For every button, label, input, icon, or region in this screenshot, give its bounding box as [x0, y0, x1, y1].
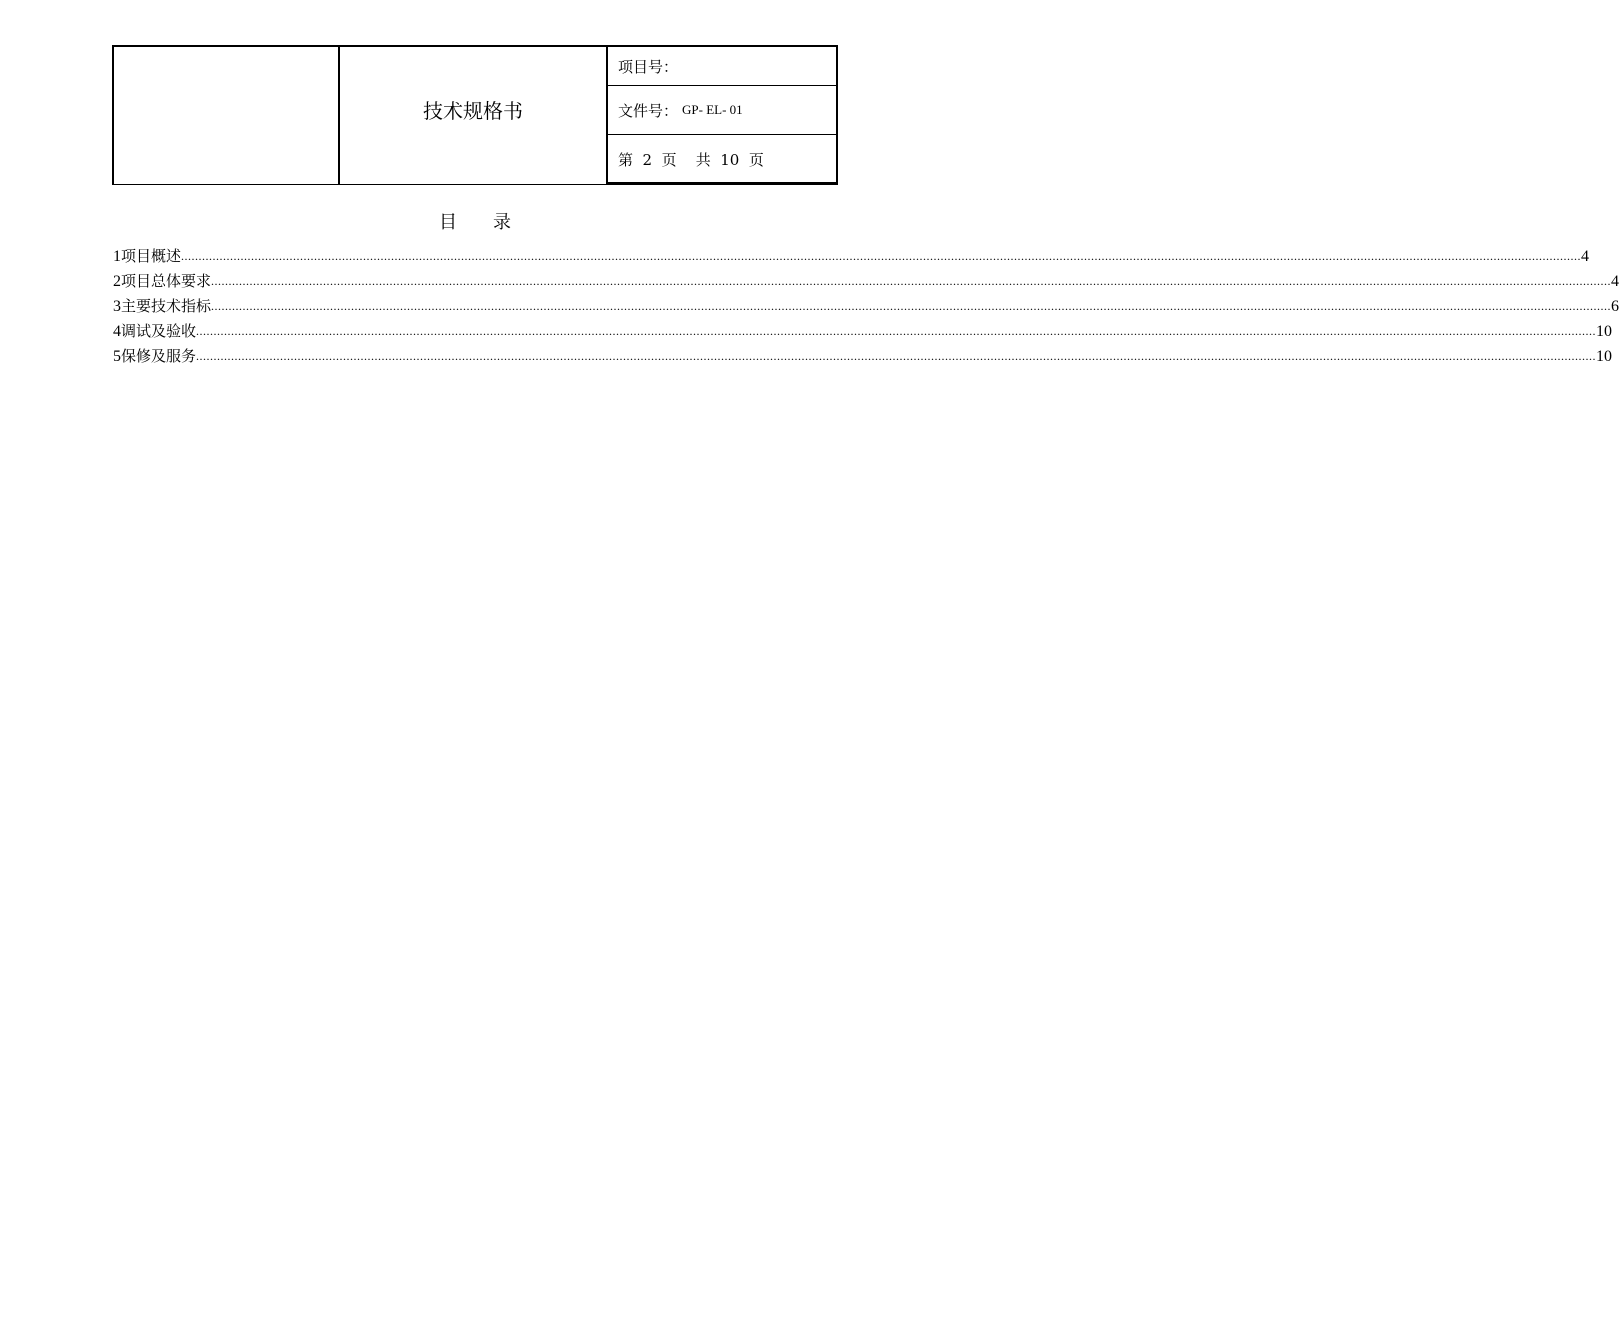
page-info: 第 2 页 共 10 页 — [618, 151, 764, 169]
toc-entry-number: 3 — [113, 298, 121, 315]
table-of-contents — [113, 244, 1619, 369]
logo-cell — [114, 47, 340, 184]
document-number-label: 文件号： — [618, 101, 679, 120]
toc-dot-leader: ................................................................................................................................................................................................................................................................................................................................................................................................................ — [196, 349, 1597, 363]
toc-dot-leader: ................................................................................................................................................................................................................................................................................................................................................................................................................ — [211, 274, 1612, 288]
toc-entry-page: 4 — [1611, 273, 1619, 290]
toc-entry-page: 10 — [1596, 323, 1613, 340]
toc-entry-title: 项目总体要求 — [121, 272, 212, 290]
toc-entry-number: 1 — [113, 248, 121, 265]
toc-entry[interactable] — [113, 294, 1619, 319]
toc-entry[interactable] — [113, 344, 1613, 369]
toc-entry-title: 主要技术指标 — [121, 297, 212, 315]
toc-entry-title: 项目概述 — [121, 247, 182, 265]
toc-dot-leader: ................................................................................................................................................................................................................................................................................................................................................................................................................ — [181, 249, 1582, 263]
project-number-label: 项目号： — [618, 57, 679, 76]
toc-entry-title: 保修及服务 — [121, 347, 197, 365]
document-info-cell — [608, 47, 836, 184]
toc-entry-page: 10 — [1596, 348, 1613, 365]
toc-entry[interactable] — [113, 244, 1590, 269]
toc-entry-page: 6 — [1611, 298, 1619, 315]
toc-dot-leader: ................................................................................................................................................................................................................................................................................................................................................................................................................ — [211, 299, 1612, 313]
document-number-row — [608, 86, 836, 135]
page-info-row — [608, 135, 836, 184]
toc-entry[interactable] — [113, 269, 1619, 294]
toc-entry[interactable] — [113, 319, 1613, 344]
toc-dot-leader: ................................................................................................................................................................................................................................................................................................................................................................................................................ — [196, 324, 1597, 338]
toc-entry-number: 5 — [113, 348, 121, 365]
toc-entry-number: 2 — [113, 273, 121, 290]
document-title: 技术规格书 — [340, 47, 608, 184]
toc-entry-page: 4 — [1581, 248, 1590, 265]
toc-entry-title: 调试及验收 — [121, 322, 197, 340]
toc-heading: 目录 — [439, 212, 547, 233]
toc-entry-number: 4 — [113, 323, 121, 340]
project-number-row — [608, 47, 836, 86]
document-number-value: GP- EL- 01 — [682, 102, 743, 117]
document-header-table — [112, 45, 838, 185]
